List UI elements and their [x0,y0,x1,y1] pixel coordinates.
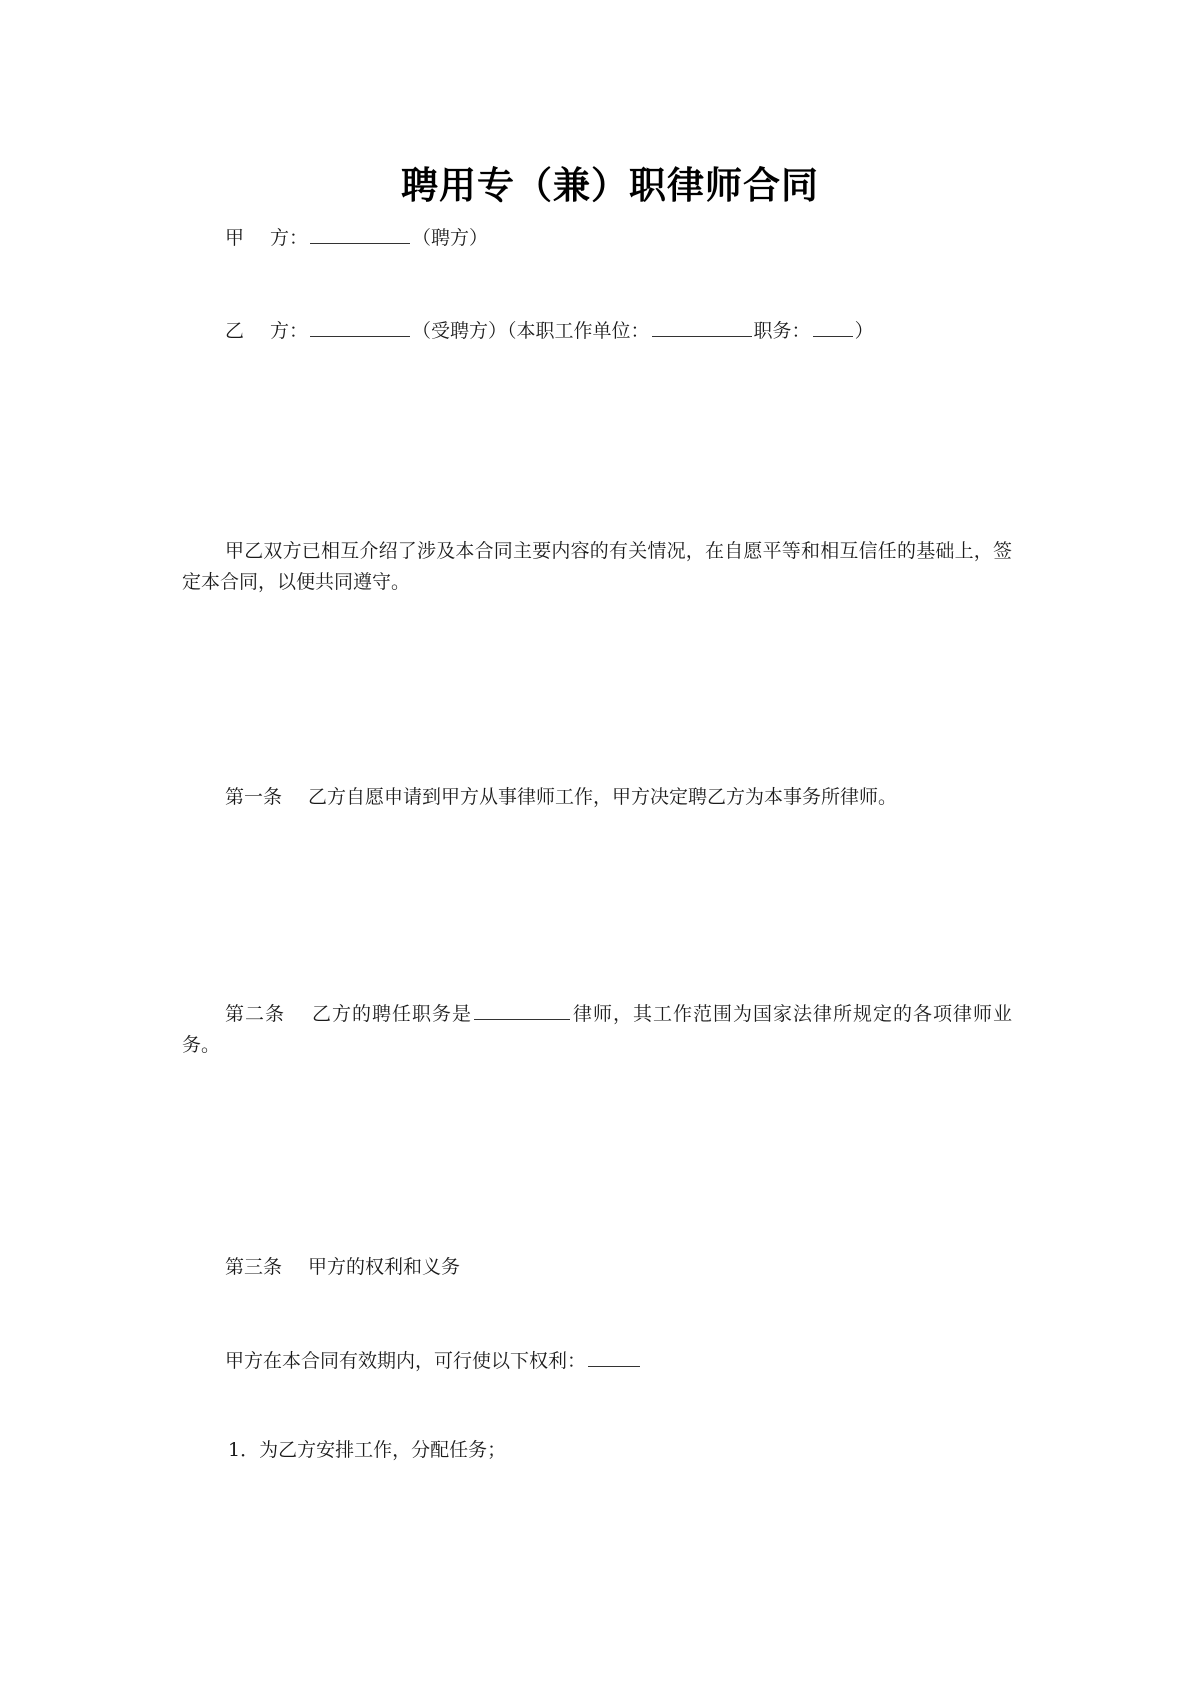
party-a-label-char1: 甲 [225,227,245,249]
preamble-paragraph: 甲乙双方已相互介绍了涉及本合同主要内容的有关情况，在自愿平等和相互信任的基础上，签定本合同，以便共同遵守。 [182,540,1012,593]
article-2-heading: 第二条 [225,1003,285,1025]
party-b-line [225,318,874,343]
party-b-suffix-2: 职务： [753,320,811,342]
party-b-blank[interactable] [310,318,410,337]
party-a-line [225,225,488,250]
party-a-blank[interactable] [310,225,410,244]
article-1 [225,785,897,809]
party-a-label-char2: 方： [270,227,309,249]
article-1-heading: 第一条 [225,786,283,808]
article-2-text-after: 律师，其工作范围为国家法律所规定的各项律师业务。 [182,1003,1012,1056]
rights-blank[interactable] [588,1348,640,1367]
rights-intro-line [225,1348,642,1373]
article-2-position-blank[interactable] [474,1001,570,1020]
party-b-employer-blank[interactable] [652,318,752,337]
article-3-text: 甲方的权利和义务 [308,1256,461,1278]
article-3 [225,1255,460,1279]
party-a-suffix: （聘方） [412,227,489,249]
party-b-suffix-3: ） [854,320,874,342]
article-1-text: 乙方自愿申请到甲方从事律师工作，甲方决定聘乙方为本事务所律师。 [308,786,898,808]
party-b-position-blank[interactable] [813,318,853,337]
document-title: 聘用专（兼）职律师合同 [401,163,819,207]
party-b-suffix-1: （受聘方）（本职工作单位： [412,320,650,342]
party-b-label-char2: 方： [270,320,309,342]
article-2-text-before: 乙方的聘任职务是 [311,1003,472,1025]
rights-intro: 甲方在本合同有效期内，可行使以下权利： [225,1350,587,1372]
article-2 [182,999,1012,1061]
article-3-heading: 第三条 [225,1256,283,1278]
rights-item-1: 1．为乙方安排工作，分配任务； [228,1439,507,1461]
party-b-label-char1: 乙 [225,320,245,342]
